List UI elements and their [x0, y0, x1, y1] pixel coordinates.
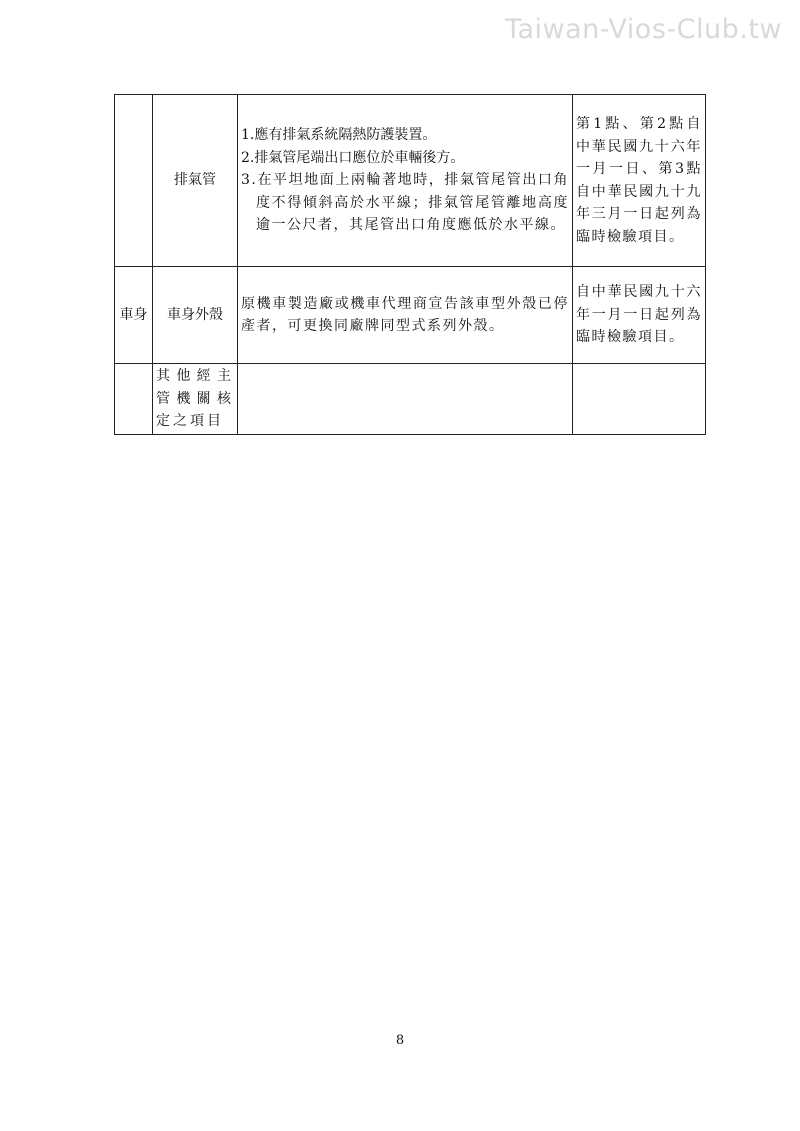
- requirement-item: 1.應有排氣系統隔熱防護裝置。: [241, 127, 437, 144]
- inspection-table: [114, 94, 706, 435]
- category-cell: 車身: [115, 267, 153, 364]
- table-row-body-shell: [115, 267, 706, 364]
- requirements-cell: [238, 267, 573, 364]
- watermark: Taiwan-Vios-Club.tw: [504, 14, 782, 45]
- item-cell: 排氣管: [153, 95, 238, 267]
- page-number: 8: [395, 1033, 405, 1048]
- requirement-item: 原機車製造廠或機車代理商宣告該車型外殼已停產者，可更換同廠牌同型式系列外殼。: [241, 295, 569, 334]
- requirements-cell: [238, 364, 573, 435]
- category-cell: [115, 95, 153, 267]
- table-row-other-items: [115, 364, 706, 435]
- requirements-cell: [238, 95, 573, 267]
- item-cell: 車身外殼: [153, 267, 238, 364]
- item-cell: 其他經主管機關核定之項目: [153, 364, 238, 435]
- requirement-item: 2.排氣管尾端出口應位於車輛後方。: [241, 149, 465, 166]
- requirement-item: 3.在平坦地面上兩輪著地時，排氣管尾管出口角度不得傾斜高於水平線；排氣管尾管離地高度逾一公尺者，其尾管出口角度應低於水平線。: [241, 172, 569, 234]
- table-row-exhaust-pipe: [115, 95, 706, 267]
- note-cell: 自中華民國九十六年一月一日起列為臨時檢驗項目。: [573, 267, 706, 364]
- note-cell: [573, 364, 706, 435]
- category-cell: [115, 364, 153, 435]
- note-cell: 第1點、第2點自中華民國九十六年一月一日、第3點自中華民國九十九年三月一日起列為臨時檢驗項目。: [573, 95, 706, 267]
